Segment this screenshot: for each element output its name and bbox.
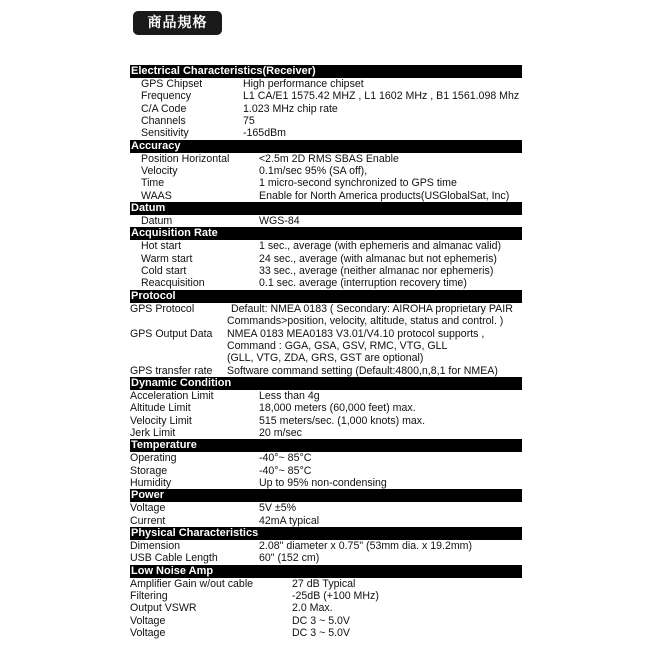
spec-value: WGS-84 [259,215,300,228]
section-header-acquisition: Acquisition Rate [130,227,522,240]
spec-label: Output VSWR [130,602,197,615]
spec-label: Filtering [130,590,168,602]
spec-row [130,390,522,402]
spec-label: Current [130,514,166,527]
spec-row [130,415,522,427]
spec-value: 2.0 Max. [292,602,333,615]
spec-row [130,552,522,564]
spec-value: 0.1 sec. average (interruption recovery time) [259,277,467,290]
spec-row [130,627,522,639]
spec-row [130,277,522,289]
spec-label: Dimension [130,539,181,552]
spec-row [130,602,522,614]
spec-row [130,303,522,315]
spec-value: 2.08" diameter x 0.75" (53mm dia. x 19.2mm) [259,539,473,552]
spec-row [130,103,522,115]
spec-row [130,153,522,165]
spec-value: 27 dB Typical [292,577,356,590]
spec-label: Channels [141,115,186,128]
spec-row [130,328,522,340]
spec-value: 20 m/sec [259,426,302,439]
spec-row [130,190,522,202]
spec-label: C/A Code [141,102,187,115]
spec-value: (GLL, VTG, ZDA, GRS, GST are optional) [227,352,424,365]
section-header-electrical: Electrical Characteristics(Receiver) [130,65,522,78]
spec-label: Voltage [130,627,166,640]
spec-value: 33 sec., average (neither almanac nor ephemeris) [259,265,494,278]
spec-label: GPS Chipset [141,78,203,90]
spec-value: Command : GGA, GSA, GSV, RMC, VTG, GLL [227,339,448,352]
spec-row [130,315,522,327]
spec-label: Time [141,177,165,190]
spec-row [130,165,522,177]
spec-row [130,352,522,364]
spec-label: Voltage [130,502,166,515]
spec-row [130,215,522,227]
spec-label: Altitude Limit [130,402,191,415]
spec-value: Default: NMEA 0183 ( Secondary: AIROHA proprietary PAIR [231,302,513,315]
spec-value: -40°~ 85°C [259,464,312,477]
spec-row [130,427,522,439]
spec-value: 42mA typical [259,514,320,527]
spec-value: 75 [243,115,255,128]
spec-label: Position Horizontal [141,152,230,165]
spec-label: Voltage [130,614,166,627]
spec-label: Velocity [141,165,178,178]
spec-row [130,90,522,102]
spec-value: DC 3 ~ 5.0V [292,627,351,640]
spec-label: Velocity Limit [130,414,192,427]
section-header-datum: Datum [130,202,522,215]
spec-value: -165dBm [243,127,286,140]
spec-label: Acceleration Limit [130,389,214,402]
spec-row [130,340,522,352]
spec-value: 24 sec., average (with almanac but not ephemeris) [259,252,497,265]
spec-label: Amplifier Gain w/out cable [130,577,254,590]
spec-label: Frequency [141,90,192,103]
spec-label: Cold start [141,265,187,278]
spec-value: 0.1m/sec 95% (SA off), [259,165,368,178]
spec-row [130,265,522,277]
spec-label: Humidity [130,476,172,489]
spec-label: GPS Protocol [130,302,195,315]
spec-row [130,578,522,590]
spec-value: Enable for North America products(USGlobalSat, Inc) [259,189,510,202]
spec-value: L1 CA/E1 1575.42 MHZ , L1 1602 MHz , B1 1561.098 Mhz [243,90,520,103]
section-header-lna: Low Noise Amp [130,565,522,578]
spec-row [130,515,522,527]
spec-label: Jerk Limit [130,426,176,439]
spec-row [130,253,522,265]
spec-label: GPS Output Data [130,327,213,340]
spec-value: 5V ±5% [259,502,297,515]
spec-label: WAAS [141,189,172,202]
spec-row [130,465,522,477]
spec-row [130,590,522,602]
spec-value: 60" (152 cm) [259,552,320,565]
spec-row [130,540,522,552]
spec-row [130,477,522,489]
spec-label: Reacquisition [141,277,205,290]
spec-label: Storage [130,464,168,477]
section-header-power: Power [130,489,522,502]
section-header-physical: Physical Characteristics [130,527,522,540]
section-header-protocol: Protocol [130,290,522,303]
page-title: 商品規格 [133,11,222,35]
spec-row [130,402,522,414]
spec-row [130,240,522,252]
spec-value: -25dB (+100 MHz) [292,590,379,602]
spec-label: Hot start [141,240,182,253]
spec-value: High performance chipset [243,78,364,90]
section-header-temperature: Temperature [130,439,522,452]
spec-row [130,78,522,90]
spec-value: Up to 95% non-condensing [259,476,387,489]
spec-value: 18,000 meters (60,000 feet) max. [259,402,416,415]
spec-value: <2.5m 2D RMS SBAS Enable [259,152,399,165]
spec-row [130,127,522,139]
spec-value: NMEA 0183 MEA0183 V3.01/V4.10 protocol supports , [227,327,485,340]
spec-row [130,452,522,464]
spec-table [130,65,522,639]
spec-label: GPS transfer rate [130,364,213,377]
spec-value: DC 3 ~ 5.0V [292,614,351,627]
spec-value: 1 micro-second synchronized to GPS time [259,177,457,190]
spec-value: 1.023 MHz chip rate [243,102,338,115]
spec-row [130,115,522,127]
spec-value: -40°~ 85°C [259,452,312,465]
section-header-dynamic: Dynamic Condition [130,377,522,390]
spec-label: Sensitivity [141,127,189,140]
spec-row [130,615,522,627]
spec-row [130,177,522,189]
spec-value: 1 sec., average (with ephemeris and almanac valid) [259,240,502,253]
spec-value: Less than 4g [259,389,320,402]
spec-value: Commands>position, velocity, altitude, status and control. ) [227,315,504,328]
spec-value: Software command setting (Default:4800,n,8,1 for NMEA) [227,364,498,377]
spec-label: Warm start [141,252,193,265]
spec-label: USB Cable Length [130,552,218,565]
spec-label: Operating [130,452,177,465]
spec-label: Datum [141,215,173,228]
spec-row [130,502,522,514]
spec-value: 515 meters/sec. (1,000 knots) max. [259,414,426,427]
section-header-accuracy: Accuracy [130,140,522,153]
spec-row [130,365,522,377]
